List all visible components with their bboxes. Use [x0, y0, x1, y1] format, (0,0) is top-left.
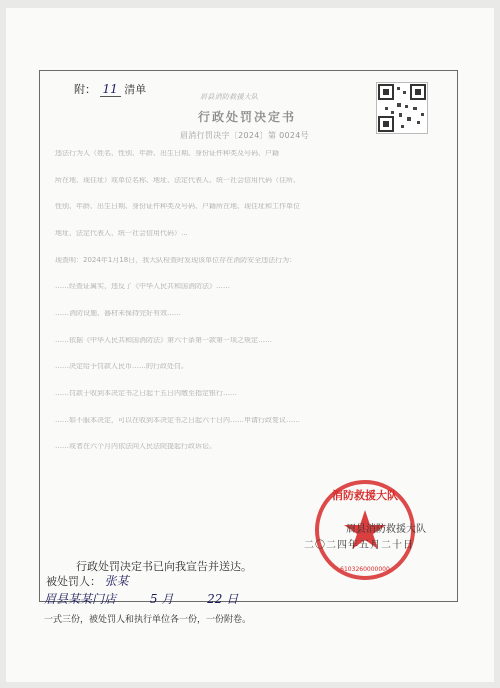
handwritten-unit: 眉县某某门店 — [44, 592, 117, 606]
seal-text: 消防救援大队 — [332, 489, 398, 502]
handwritten-date — [44, 590, 268, 607]
attachment-note — [74, 81, 146, 97]
copies-note: 一式三份，被处罚人和执行单位各一份，一份附卷。 — [44, 615, 252, 625]
recipient-label: 被处罚人： — [46, 575, 101, 588]
body-text-line: ……消防设施、器材未保持完好有效…… — [55, 310, 181, 317]
body-text-line: ……依据《中华人民共和国消防法》第六十条第一款第一项之规定…… — [55, 336, 272, 344]
body-text-line: 现查明：2024年1月18日，我大队检查时发现该单位存在消防安全违法行为： — [55, 256, 297, 264]
recipient-line — [46, 572, 129, 589]
handwritten-month: 5 月 — [149, 592, 174, 606]
body-text-line: ……或者在六个月内依法向人民法院提起行政诉讼。 — [55, 443, 216, 451]
issuing-organization: 眉县消防救援大队 — [346, 524, 426, 535]
body-text-line: 所在地、现住址）或单位名称、地址、法定代表人、统一社会信用代码（住所、 — [55, 176, 300, 184]
body-text-line: ……决定给予罚款人民币……的行政处罚。 — [55, 363, 188, 371]
body-text-line: ……如不服本决定，可以在收到本决定书之日起六十日内……申请行政复议…… — [55, 416, 300, 424]
recipient-signature: 张某 — [104, 574, 129, 588]
body-text-line: ……罚款于收到本决定书之日起十五日内缴至指定银行…… — [55, 390, 237, 397]
org-watermark: 眉县消防救援大队 — [200, 93, 259, 101]
body-text-line: 性别、年龄、出生日期、身份证件种类及号码、户籍所在地、现住址和工作单位 — [55, 203, 300, 211]
qr-code-icon — [376, 82, 428, 134]
handwritten-day: 22 日 — [207, 592, 239, 606]
attachment-suffix: 清单 — [124, 83, 147, 96]
body-text-line: 违法行为人（姓名、性别、年龄、出生日期、身份证件种类及号码、户籍 — [55, 150, 279, 157]
document-title: 行政处罚决定书 — [198, 110, 297, 124]
seal-number: 6103260000000 — [340, 566, 390, 573]
document-number: 眉消行罚决字〔2024〕第 0024号 — [180, 131, 309, 140]
attachment-prefix: 附： — [74, 83, 96, 96]
delivery-notice: 行政处罚决定书已向我宣告并送达。 — [76, 560, 252, 573]
body-text-line: 地址、法定代表人、统一社会信用代码）... — [55, 230, 188, 237]
issue-date: 二〇二四年五月二十日 — [304, 540, 414, 551]
attachment-number: 11 — [100, 82, 121, 97]
body-text-line: ……经查证属实，违反了《中华人民共和国消防法》…… — [55, 283, 230, 291]
